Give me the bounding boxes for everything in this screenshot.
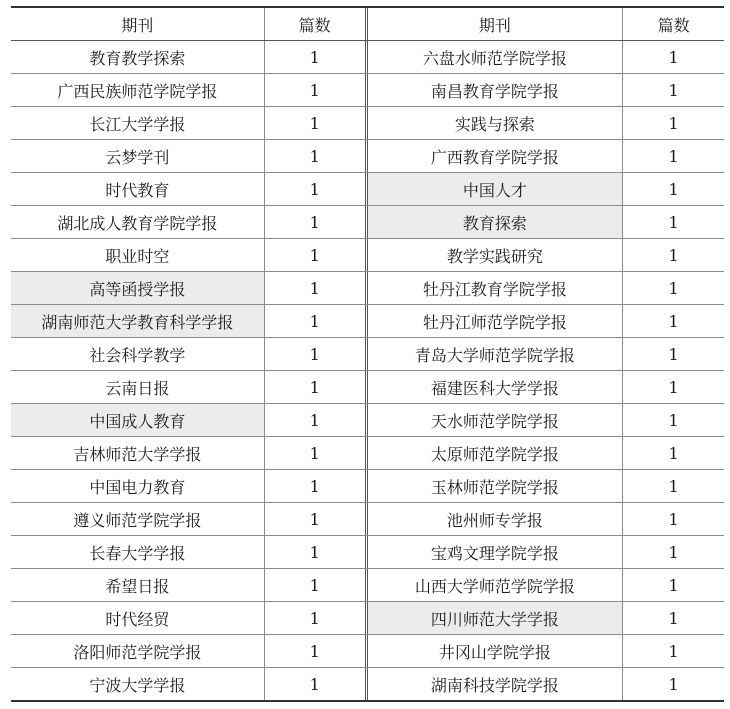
count-right: 1 (623, 107, 724, 140)
count-left: 1 (264, 503, 365, 536)
count-left: 1 (264, 107, 365, 140)
table-row (11, 107, 724, 140)
count-left: 1 (264, 404, 365, 437)
header-journal-right: 期刊 (367, 7, 623, 41)
count-left: 1 (264, 305, 365, 338)
count-left: 1 (264, 635, 365, 668)
journal-name-right: 山西大学师范学院学报 (367, 569, 623, 602)
table-row (11, 173, 724, 206)
journal-name-right: 宝鸡文理学院学报 (367, 536, 623, 569)
count-left: 1 (264, 569, 365, 602)
journal-name-left: 洛阳师范学院学报 (11, 635, 264, 668)
count-right: 1 (623, 602, 724, 635)
table-row (11, 206, 724, 239)
count-right: 1 (623, 404, 724, 437)
count-right: 1 (623, 437, 724, 470)
count-right: 1 (623, 272, 724, 305)
journal-name-right: 六盘水师范学院学报 (367, 41, 623, 74)
table-row (11, 536, 724, 569)
journal-name-right: 中国人才 (367, 173, 623, 206)
journal-name-left: 云梦学刊 (11, 140, 264, 173)
journal-name-right: 湖南科技学院学报 (367, 668, 623, 702)
journal-name-right: 实践与探索 (367, 107, 623, 140)
count-right: 1 (623, 140, 724, 173)
count-left: 1 (264, 173, 365, 206)
count-left: 1 (264, 470, 365, 503)
journal-name-right: 牡丹江教育学院学报 (367, 272, 623, 305)
journal-name-left: 中国电力教育 (11, 470, 264, 503)
journal-name-left: 广西民族师范学院学报 (11, 74, 264, 107)
journal-name-left: 教育教学探索 (11, 41, 264, 74)
journal-name-right: 牡丹江师范学院学报 (367, 305, 623, 338)
journal-name-left: 高等函授学报 (11, 272, 264, 305)
count-left: 1 (264, 206, 365, 239)
journal-name-left: 湖南师范大学教育科学学报 (11, 305, 264, 338)
journal-name-left: 长春大学学报 (11, 536, 264, 569)
count-left: 1 (264, 437, 365, 470)
count-right: 1 (623, 41, 724, 74)
count-right: 1 (623, 173, 724, 206)
journal-name-left: 社会科学教学 (11, 338, 264, 371)
count-left: 1 (264, 140, 365, 173)
table-header-row (11, 7, 724, 41)
journal-name-right: 天水师范学院学报 (367, 404, 623, 437)
count-left: 1 (264, 239, 365, 272)
journal-name-left: 湖北成人教育学院学报 (11, 206, 264, 239)
journal-name-left: 时代教育 (11, 173, 264, 206)
count-left: 1 (264, 536, 365, 569)
journal-name-left: 长江大学学报 (11, 107, 264, 140)
count-left: 1 (264, 74, 365, 107)
count-left: 1 (264, 602, 365, 635)
table-row (11, 602, 724, 635)
header-journal-left: 期刊 (11, 7, 264, 41)
table-row (11, 140, 724, 173)
table-row (11, 305, 724, 338)
count-left: 1 (264, 41, 365, 74)
journal-name-left: 中国成人教育 (11, 404, 264, 437)
header-count-left: 篇数 (264, 7, 365, 41)
count-right: 1 (623, 569, 724, 602)
count-left: 1 (264, 272, 365, 305)
table-row (11, 635, 724, 668)
journal-name-left: 时代经贸 (11, 602, 264, 635)
count-right: 1 (623, 338, 724, 371)
journal-name-right: 南昌教育学院学报 (367, 74, 623, 107)
count-left: 1 (264, 668, 365, 702)
count-right: 1 (623, 635, 724, 668)
journal-name-right: 四川师范大学学报 (367, 602, 623, 635)
journal-name-left: 希望日报 (11, 569, 264, 602)
table-row (11, 338, 724, 371)
journal-name-right: 玉林师范学院学报 (367, 470, 623, 503)
count-right: 1 (623, 668, 724, 702)
header-count-right: 篇数 (623, 7, 724, 41)
count-left: 1 (264, 338, 365, 371)
count-right: 1 (623, 470, 724, 503)
journal-name-left: 遵义师范学院学报 (11, 503, 264, 536)
count-left: 1 (264, 371, 365, 404)
count-right: 1 (623, 371, 724, 404)
journal-name-left: 宁波大学学报 (11, 668, 264, 702)
journal-name-right: 池州师专学报 (367, 503, 623, 536)
table-row (11, 74, 724, 107)
journal-name-right: 教育探索 (367, 206, 623, 239)
count-right: 1 (623, 305, 724, 338)
table-body (11, 41, 724, 702)
count-right: 1 (623, 206, 724, 239)
count-right: 1 (623, 536, 724, 569)
table-row (11, 404, 724, 437)
journal-name-right: 青岛大学师范学院学报 (367, 338, 623, 371)
journal-name-left: 吉林师范大学学报 (11, 437, 264, 470)
table-row (11, 272, 724, 305)
table-row (11, 503, 724, 536)
journal-name-right: 教学实践研究 (367, 239, 623, 272)
count-right: 1 (623, 503, 724, 536)
journal-name-left: 云南日报 (11, 371, 264, 404)
table-row (11, 371, 724, 404)
journal-name-left: 职业时空 (11, 239, 264, 272)
table-row (11, 437, 724, 470)
table-row (11, 668, 724, 702)
table-row (11, 569, 724, 602)
journal-name-right: 井冈山学院学报 (367, 635, 623, 668)
count-right: 1 (623, 74, 724, 107)
count-right: 1 (623, 239, 724, 272)
journal-table (11, 6, 724, 702)
table-row (11, 41, 724, 74)
table-row (11, 470, 724, 503)
table-row (11, 239, 724, 272)
journal-name-right: 太原师范学院学报 (367, 437, 623, 470)
journal-name-right: 广西教育学院学报 (367, 140, 623, 173)
journal-name-right: 福建医科大学学报 (367, 371, 623, 404)
